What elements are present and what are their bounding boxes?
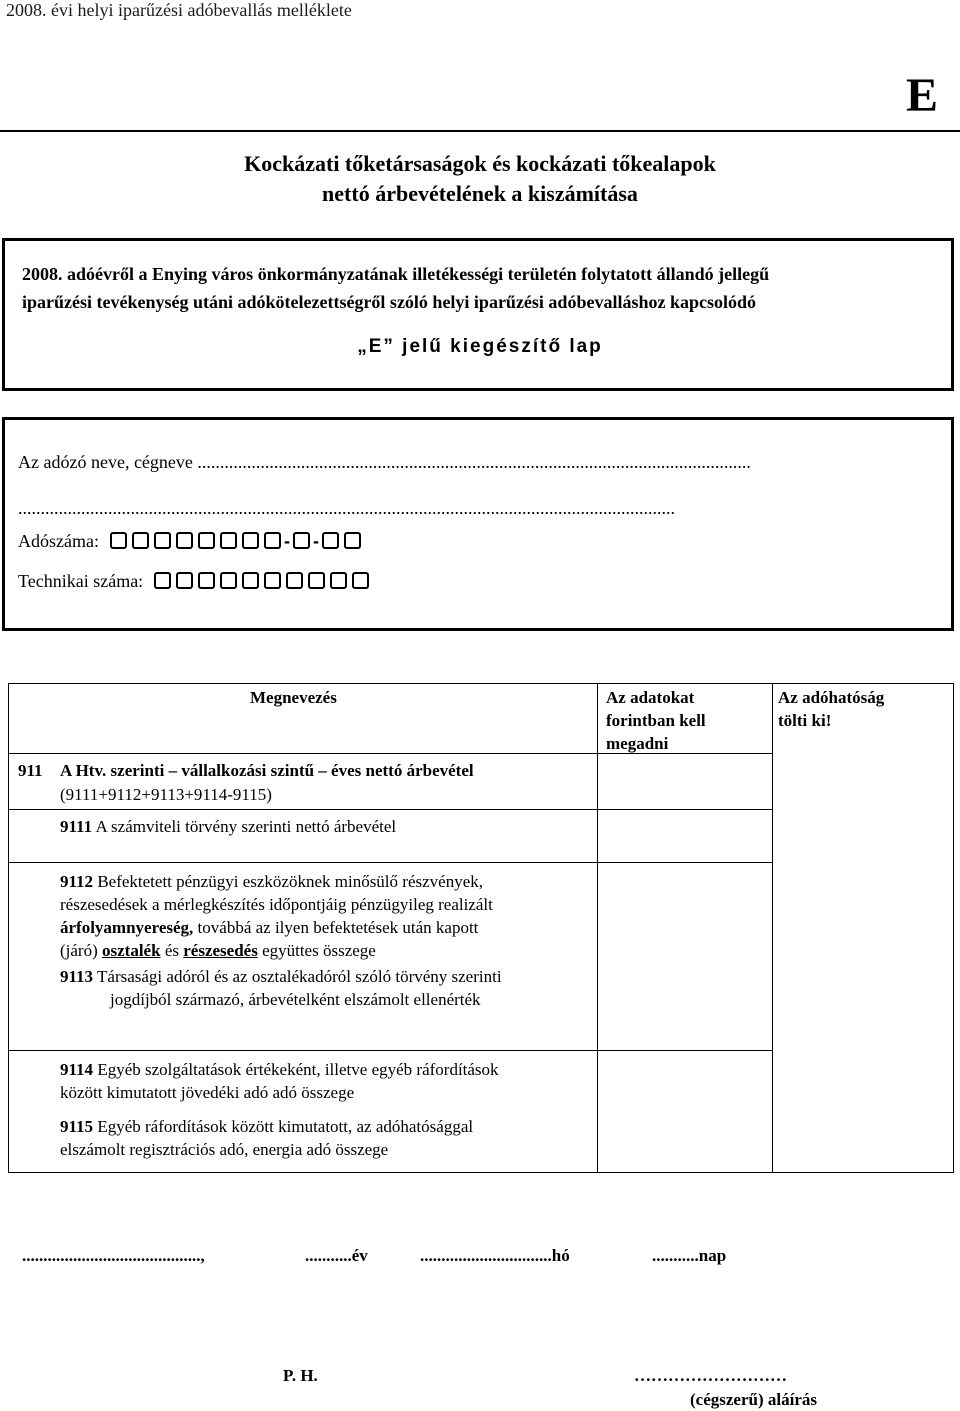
digit-box[interactable] — [242, 532, 259, 549]
taxpayer-name-field[interactable]: Az adózó neve, cégneve ........................................................................................................................... — [18, 452, 751, 472]
tax-number-boxes[interactable] — [110, 531, 366, 551]
digit-box[interactable] — [110, 532, 127, 549]
row-9112-line: és — [160, 941, 184, 960]
digit-box[interactable] — [293, 532, 310, 549]
row-911-formula: (9111+9112+9113+9114-9115) — [60, 785, 272, 804]
col-header-amount-line: Az adatokat — [606, 688, 695, 707]
digit-box[interactable] — [154, 572, 171, 589]
digit-box[interactable] — [286, 572, 303, 589]
row-9112-line: továbbá az ilyen befektetések után kapott — [193, 918, 479, 937]
row-911-code: 911 — [18, 761, 43, 780]
digit-box[interactable] — [264, 532, 281, 549]
row-9114 — [60, 1058, 595, 1104]
row-9112-line: részesedések a mérlegkészítés időpontjáig pénzügyileg realizált — [60, 895, 493, 914]
tech-number-label: Technikai száma: — [18, 571, 144, 591]
col-header-amount-line: megadni — [606, 734, 669, 753]
tech-number-row — [18, 571, 374, 592]
place-field[interactable]: .........................................., — [22, 1246, 205, 1265]
header-divider — [0, 130, 960, 132]
supplement-subtitle: „E” jelű kiegészítő lap — [357, 336, 603, 357]
amount-cell-911[interactable] — [598, 754, 772, 809]
digit-box[interactable] — [242, 572, 259, 589]
title-line-2: nettó árbevételének a kiszámítása — [322, 181, 638, 206]
row-9112-emph: részesedés — [183, 941, 258, 960]
tech-number-boxes[interactable] — [154, 571, 374, 591]
row-9112-emph: árfolyamnyereség, — [60, 918, 194, 937]
separator-dash: - — [313, 531, 319, 551]
col-header-authority — [778, 686, 948, 732]
row-9115-line: elszámolt regisztrációs adó, energia adó összege — [60, 1140, 389, 1159]
intro-line-1: 2008. adóévről a Enying város önkormányzatának illetékességi területén folytatott állandó jellegű — [22, 264, 770, 284]
intro-text — [22, 260, 942, 316]
col-header-amount-line: forintban kell — [606, 711, 706, 730]
title-line-1: Kockázati tőketársaságok és kockázati tőkealapok — [244, 151, 716, 176]
digit-box[interactable] — [220, 532, 237, 549]
digit-box[interactable] — [132, 532, 149, 549]
row-9112-line: (járó) — [60, 941, 103, 960]
signature-line[interactable]: ……………………… — [634, 1366, 787, 1385]
col-header-authority-line: Az adóhatóság — [778, 688, 885, 707]
row-9111-text: A számviteli törvény szerinti nettó árbevétel — [95, 817, 397, 836]
row-911-text: A Htv. szerinti – vállalkozási szintű – éves nettó árbevétel — [60, 761, 474, 780]
separator-dash: - — [284, 531, 290, 551]
row-9115-code: 9115 — [60, 1117, 94, 1136]
amount-cell-9114-9115[interactable] — [598, 1051, 772, 1172]
row-9112-line: együttes összege — [257, 941, 376, 960]
amount-cell-9111[interactable] — [598, 810, 772, 862]
col-header-authority-line: tölti ki! — [778, 711, 832, 730]
row-9111 — [60, 815, 396, 838]
row-9114-line: között kimutatott jövedéki adó adó összege — [60, 1083, 355, 1102]
digit-box[interactable] — [322, 532, 339, 549]
year-field[interactable]: ...........év — [305, 1246, 368, 1265]
tax-number-row — [18, 531, 366, 552]
digit-box[interactable] — [198, 532, 215, 549]
row-9112 — [60, 870, 595, 962]
day-field[interactable]: ...........nap — [652, 1246, 727, 1265]
signature-label: (cégszerű) aláírás — [690, 1390, 817, 1409]
taxpayer-name-line-2[interactable]: .................................................................................................................................................. — [18, 498, 675, 518]
digit-box[interactable] — [176, 572, 193, 589]
col-divider-authority — [772, 683, 773, 1173]
row-9115 — [60, 1115, 595, 1161]
digit-box[interactable] — [220, 572, 237, 589]
row-9113-code: 9113 — [60, 967, 94, 986]
stamp-label: P. H. — [283, 1366, 318, 1385]
row-9111-code: 9111 — [60, 817, 93, 836]
document-header: 2008. évi helyi iparűzési adóbevallás melléklete — [6, 0, 352, 20]
digit-box[interactable] — [264, 572, 281, 589]
amount-cell-9112-9113[interactable] — [598, 863, 772, 1050]
digit-box[interactable] — [352, 572, 369, 589]
row-9113 — [60, 965, 595, 1011]
col-header-name: Megnevezés — [250, 688, 337, 707]
month-field[interactable]: ...............................hó — [420, 1246, 570, 1265]
intro-line-2: iparűzési tevékenység utáni adókötelezettségről szóló helyi iparűzési adóbevalláshoz kapcsolódó — [22, 292, 756, 312]
row-9112-line: Befektetett pénzügyi eszközöknek minősülő részvények, — [97, 872, 483, 891]
digit-box[interactable] — [154, 532, 171, 549]
row-9115-line: Egyéb ráfordítások között kimutatott, az adóhatósággal — [97, 1117, 474, 1136]
row-9113-line: Társasági adóról és az osztalékadóról szóló törvény szerinti — [97, 967, 502, 986]
row-9114-line: Egyéb szolgáltatások értékeként, illetve egyéb ráfordítások — [97, 1060, 499, 1079]
row-9112-emph: osztalék — [102, 941, 161, 960]
digit-box[interactable] — [344, 532, 361, 549]
col-header-amount — [606, 686, 766, 755]
taxpayer-box — [2, 417, 954, 631]
row-9114-code: 9114 — [60, 1060, 94, 1079]
digit-box[interactable] — [198, 572, 215, 589]
digit-box[interactable] — [308, 572, 325, 589]
row-9112-code: 9112 — [60, 872, 94, 891]
row-9113-line: jogdíjból származó, árbevételként elszámolt ellenérték — [110, 990, 481, 1009]
tax-number-label: Adószáma: — [18, 531, 99, 551]
form-letter: E — [905, 69, 938, 122]
digit-box[interactable] — [176, 532, 193, 549]
digit-box[interactable] — [330, 572, 347, 589]
